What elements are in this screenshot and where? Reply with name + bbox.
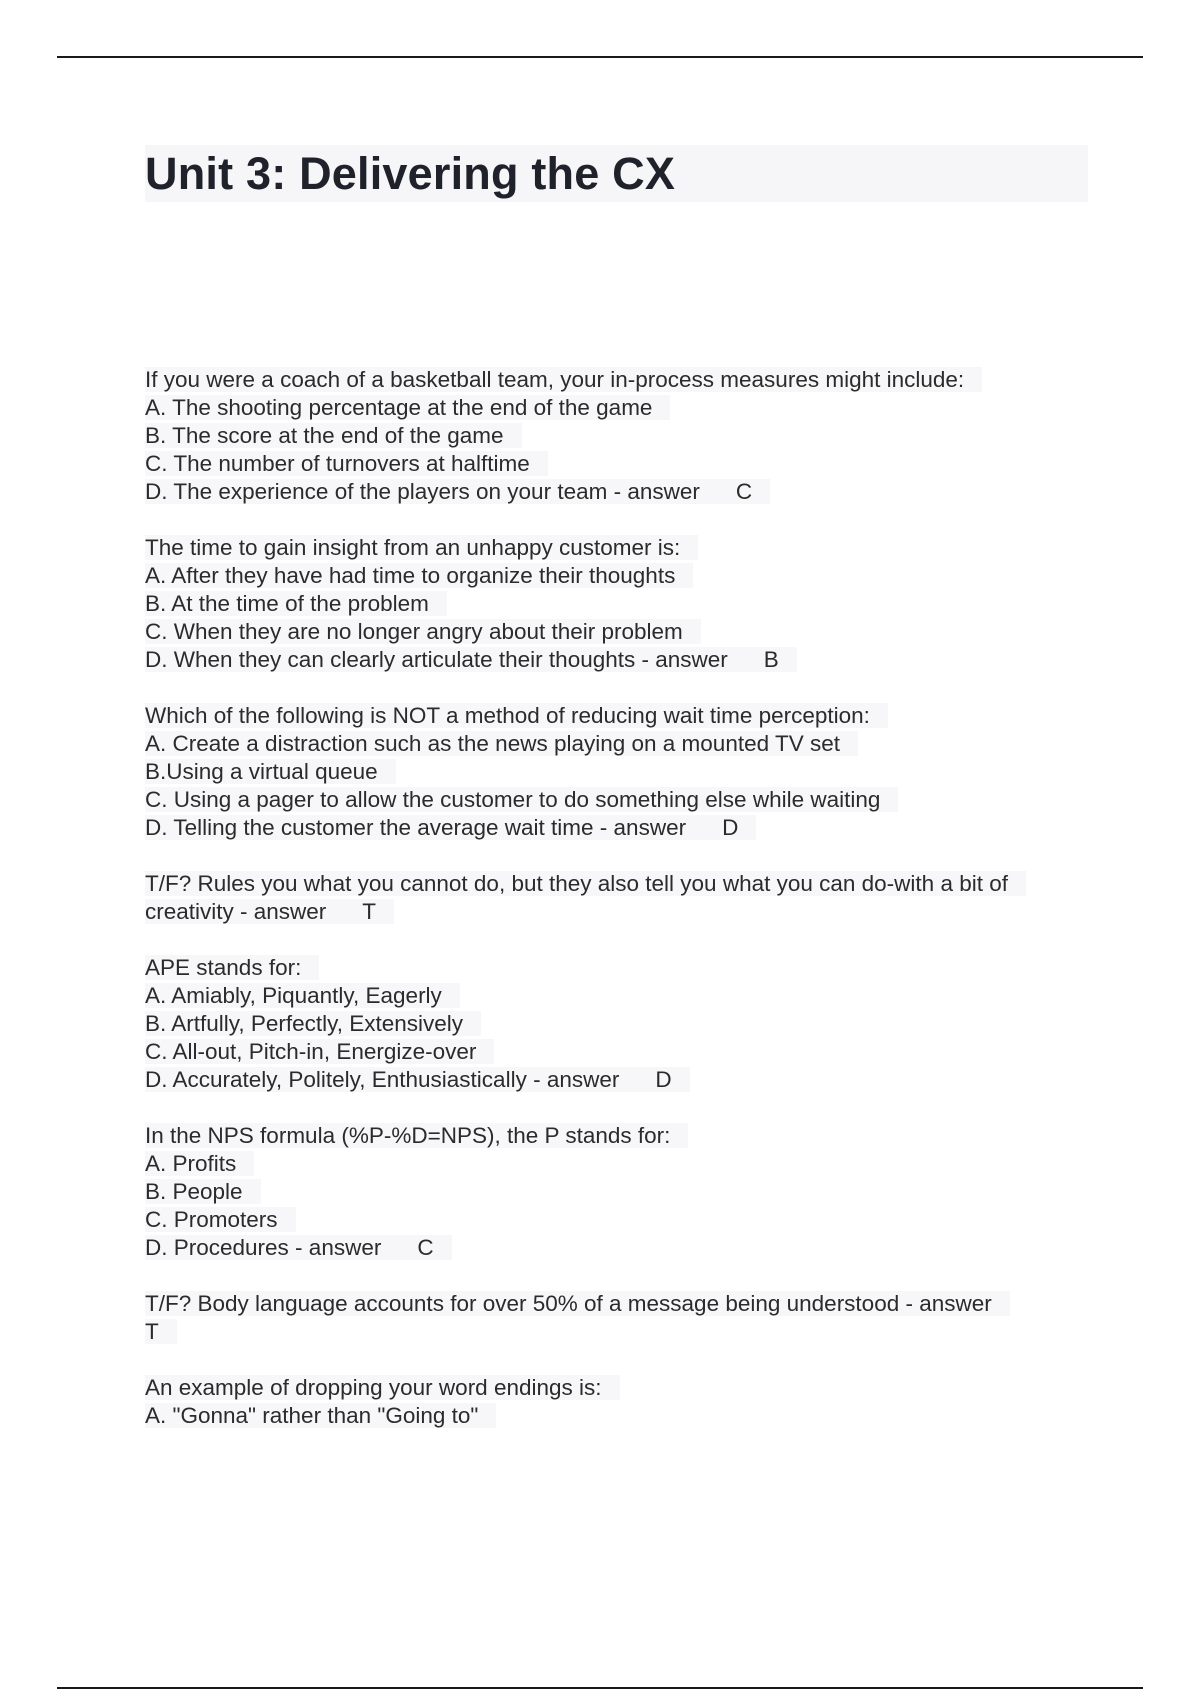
answer-key: C	[417, 1235, 434, 1260]
question-item	[145, 954, 1085, 1094]
question-item	[145, 870, 1085, 926]
answer-option: B. Artfully, Perfectly, Extensively	[145, 1011, 481, 1036]
document-title: Unit 3: Delivering the CX	[145, 147, 676, 199]
answer-option: D. Procedures - answer	[145, 1235, 382, 1260]
question-prompt: If you were a coach of a basketball team, your in-process measures might include:	[145, 367, 982, 392]
answer-key: C	[735, 479, 753, 504]
answer-option: B. The score at the end of the game	[145, 423, 522, 448]
answer-option: B.Using a virtual queue	[145, 759, 396, 784]
answer-option: C. Promoters	[145, 1207, 296, 1232]
question-item	[145, 366, 1085, 506]
question-item	[145, 1290, 1085, 1346]
question-prompt: creativity - answer	[145, 899, 327, 924]
answer-key: D	[722, 815, 739, 840]
answer-option: B. At the time of the problem	[145, 591, 447, 616]
answer-key: T	[362, 899, 377, 924]
question-item	[145, 702, 1085, 842]
answer-key: B	[763, 647, 779, 672]
question-prompt: In the NPS formula (%P-%D=NPS), the P stands for:	[145, 1123, 688, 1148]
question-prompt: T/F? Body language accounts for over 50% of a message being understood - answer	[145, 1291, 1010, 1316]
answer-option: B. People	[145, 1179, 261, 1204]
question-item	[145, 1122, 1085, 1262]
answer-option: C. Using a pager to allow the customer to do something else while waiting	[145, 787, 898, 812]
answer-option: A. Create a distraction such as the news playing on a mounted TV set	[145, 731, 858, 756]
answer-option: A. "Gonna" rather than "Going to"	[145, 1403, 496, 1428]
answer-key: T	[145, 1319, 177, 1344]
bottom-rule	[57, 1687, 1143, 1689]
question-prompt: APE stands for:	[145, 955, 319, 980]
answer-option: C. When they are no longer angry about their problem	[145, 619, 701, 644]
answer-option: A. Amiably, Piquantly, Eagerly	[145, 983, 460, 1008]
top-rule	[57, 56, 1143, 58]
answer-option: D. Telling the customer the average wait time - answer	[145, 815, 687, 840]
answer-option: A. The shooting percentage at the end of the game	[145, 395, 670, 420]
question-item	[145, 534, 1085, 674]
question-prompt: The time to gain insight from an unhappy customer is:	[145, 535, 698, 560]
question-list	[145, 366, 1085, 1458]
answer-option: C. All-out, Pitch-in, Energize-over	[145, 1039, 494, 1064]
answer-key: D	[655, 1067, 672, 1092]
question-prompt: Which of the following is NOT a method of reducing wait time perception:	[145, 703, 888, 728]
answer-option: D. Accurately, Politely, Enthusiastically - answer	[145, 1067, 620, 1092]
answer-option: D. The experience of the players on your team - answer	[145, 479, 700, 504]
title-bar	[145, 145, 1088, 202]
answer-option: D. When they can clearly articulate their thoughts - answer	[145, 647, 728, 672]
answer-option: A. After they have had time to organize their thoughts	[145, 563, 693, 588]
answer-option: A. Profits	[145, 1151, 254, 1176]
question-item	[145, 1374, 1085, 1430]
question-prompt: An example of dropping your word endings is:	[145, 1375, 620, 1400]
answer-option: C. The number of turnovers at halftime	[145, 451, 548, 476]
question-prompt: T/F? Rules you what you cannot do, but they also tell you what you can do-with a bit of	[145, 871, 1026, 896]
